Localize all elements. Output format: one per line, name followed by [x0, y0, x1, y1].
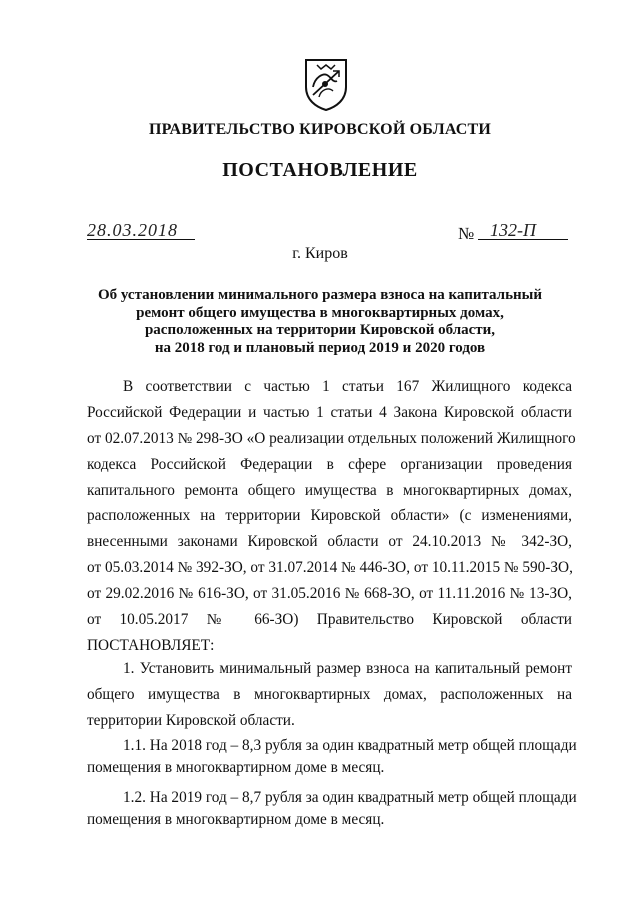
document-city: г. Киров [292, 245, 348, 262]
text-line: расположенных на территории Кировской области» (с изменениями, [87, 507, 572, 525]
document-number: 132-П [478, 221, 568, 240]
text-line: кодекса Российской Федерации в сфере организации проведения [87, 455, 572, 473]
subject-line: расположенных на территории Кировской области, [144, 322, 496, 338]
text-line: территории Кировской области. [87, 711, 295, 729]
item-1-2-paragraph [87, 787, 577, 831]
text-line: капитального ремонта общего имущества в многоквартирных домах, [87, 481, 572, 499]
item-1-paragraph [87, 656, 572, 734]
text-line: 1.1. На 2018 год – 8,3 рубля за один квадратный метр общей площади [123, 737, 577, 754]
text-line: Российской Федерации и частью 1 статьи 4 Закона Кировской области [87, 403, 572, 421]
kirov-coat-of-arms-icon [303, 57, 349, 112]
text-line: от 02.07.2013 № 298-ЗО «О реализации отдельных положений Жилищного [87, 429, 576, 447]
subject-line: Об установлении минимального размера взноса на капитальный [97, 287, 543, 303]
document-subject [80, 287, 560, 357]
preamble-paragraph [87, 374, 576, 659]
text-line: В соответствии с частью 1 статьи 167 Жилищного кодекса [123, 378, 572, 395]
text-line: внесенными законами Кировской области от 24.10.2013 № 342-ЗО, [87, 533, 572, 551]
text-line: помещения в многоквартирном доме в месяц. [87, 811, 385, 828]
document-date: 28.03.2018 [87, 221, 195, 240]
text-line: помещения в многоквартирном доме в месяц. [87, 759, 385, 776]
number-sign: № [458, 224, 475, 243]
item-1-1-paragraph [87, 735, 577, 779]
resolves-line: ПОСТАНОВЛЯЕТ: [87, 636, 215, 654]
subject-line: ремонт общего имущества в многоквартирных домах, [136, 304, 504, 321]
government-title: ПРАВИТЕЛЬСТВО КИРОВСКОЙ ОБЛАСТИ [148, 121, 492, 138]
text-line: от 10.05.2017 № 66-ЗО) Правительство Кировской области [87, 611, 572, 629]
subject-line: на 2018 год и плановый период 2019 и 2020 годов [154, 339, 486, 356]
text-line: 1.2. На 2019 год – 8,7 рубля за один квадратный метр общей площади [123, 789, 577, 806]
text-line: от 29.02.2016 № 616-ЗО, от 31.05.2016 № 668-ЗО, от 11.11.2016 № 13-ЗО, [87, 585, 572, 603]
text-line: 1. Установить минимальный размер взноса на капитальный ремонт [123, 660, 572, 677]
document-type-title: ПОСТАНОВЛЕНИЕ [222, 159, 418, 181]
text-line: общего имущества в многоквартирных домах, расположенных на [87, 685, 572, 703]
text-line: от 05.03.2014 № 392-ЗО, от 31.07.2014 № 446-ЗО, от 10.11.2015 № 590-ЗО, [87, 559, 573, 577]
